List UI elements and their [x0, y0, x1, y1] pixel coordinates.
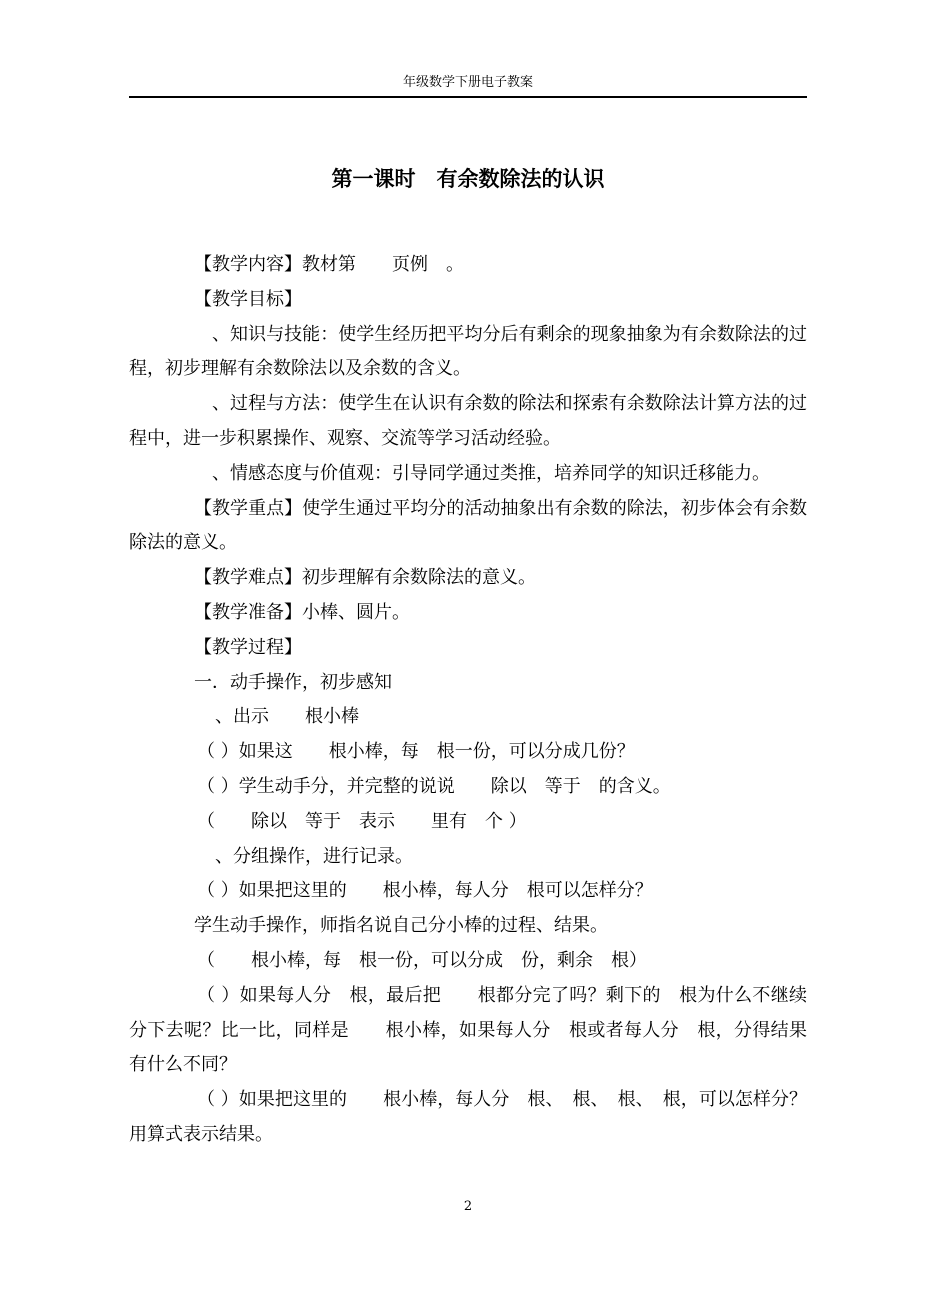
paragraph-step-group-work: 、分组操作，进行记录。 [197, 845, 413, 867]
paragraph-process-heading: 【教学过程】 [194, 636, 302, 658]
paragraph-teaching-content: 【教学内容】教材第 页例 。 [194, 254, 464, 275]
paragraph-key-point: 【教学重点】使学生通过平均分的活动抽象出有余数的除法，初步体会有余数除法的意义。 [129, 497, 807, 554]
paragraph-question-2: （ ）学生动手分，并完整的说说 除以 等于 的含义。 [197, 775, 671, 797]
paragraph-goal-attitude: 、情感态度与价值观：引导同学通过类推，培养同学的知识迁移能力。 [194, 462, 770, 484]
paragraph-group-question-1: （ ）如果把这里的 根小棒，每人分 根可以怎样分？ [197, 880, 653, 902]
page-header: 年级数学下册电子教案 [129, 74, 807, 98]
paragraph-division-meaning: （ 除以 等于 表示 里有 个 ） [197, 810, 527, 832]
paragraph-goal-process: 、过程与方法：使学生在认识有余数的除法和探索有余数除法计算方法的过程中，进一步积累操作、观察、交流等学习活动经验。 [129, 393, 807, 449]
lesson-body [129, 248, 807, 1153]
paragraph-goal-knowledge: 、知识与技能：使学生经历把平均分后有剩余的现象抽象为有余数除法的过程，初步理解有余数除法以及余数的含义。 [129, 323, 807, 380]
paragraph-group-question-2: （ ）如果每人分 根，最后把 根都分完了吗？剩下的 根为什么不继续分下去呢？比一比，同样是 根小棒，如果每人分 根或者每人分 根，分得结果有什么不同？ [129, 984, 807, 1076]
paragraph-student-operation: 学生动手操作，师指名说自己分小棒的过程、结果。 [194, 915, 608, 937]
paragraph-step-show-sticks: 、出示 根小棒 [197, 706, 359, 728]
paragraph-preparation: 【教学准备】小棒、圆片。 [194, 601, 410, 623]
lesson-title: 第一课时 有余数除法的认识 [331, 167, 605, 191]
paragraph-group-question-3: （ ）如果把这里的 根小棒，每人分 根、 根、 根、 根，可以怎样分？用算式表示结果。 [129, 1089, 807, 1145]
paragraph-question-1: （ ）如果这 根小棒，每 根一份，可以分成几份？ [197, 741, 635, 763]
paragraph-division-remainder: （ 根小棒，每 根一份，可以分成 份，剩余 根） [197, 949, 647, 971]
paragraph-section-one: 一．动手操作，初步感知 [194, 671, 392, 693]
page-number: 2 [463, 1199, 473, 1214]
paragraph-teaching-goals-heading: 【教学目标】 [194, 288, 302, 310]
paragraph-difficulty: 【教学难点】初步理解有余数除法的意义。 [194, 567, 536, 589]
